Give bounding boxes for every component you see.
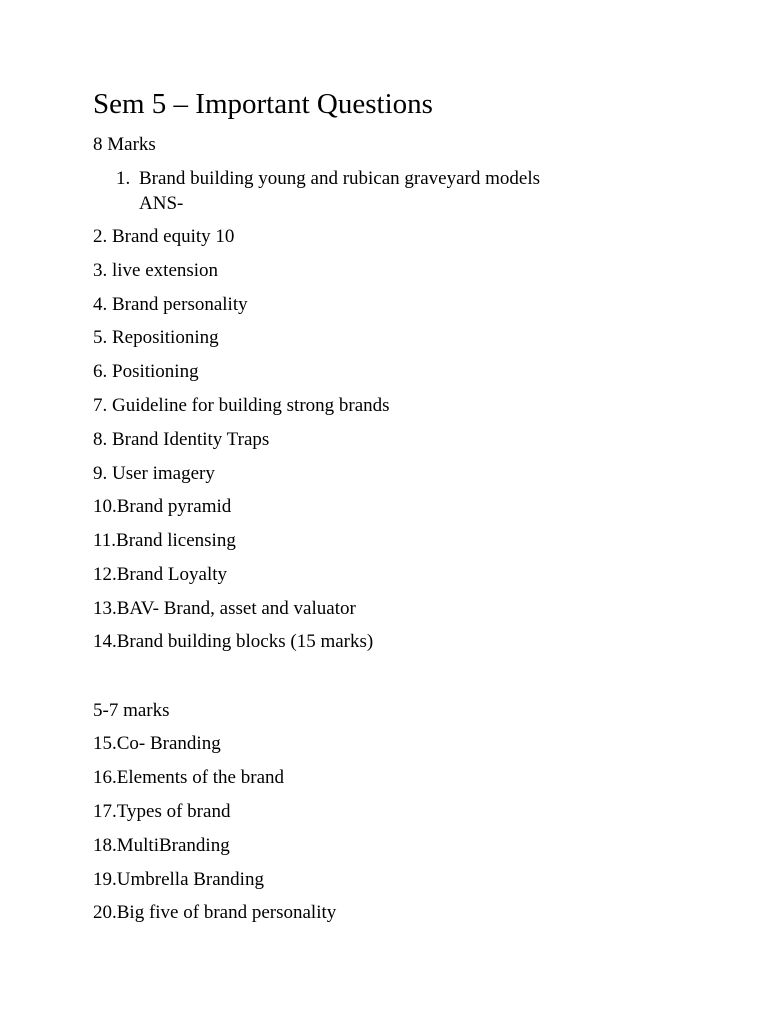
list-item-18: 18.MultiBranding [93,835,230,856]
section-heading-5-7-marks: 5-7 marks [93,700,170,721]
list-item-number: 1. [116,168,131,189]
list-item-13: 13.BAV- Brand, asset and valuator [93,598,356,619]
list-item-15: 15.Co- Branding [93,733,221,754]
list-item-7: 7. Guideline for building strong brands [93,395,390,416]
list-item-19: 19.Umbrella Branding [93,869,264,890]
section-heading-8-marks: 8 Marks [93,134,156,155]
list-item-2: 2. Brand equity 10 [93,226,235,247]
list-item-6: 6. Positioning [93,361,199,382]
list-item-5: 5. Repositioning [93,327,219,348]
list-item-1 [116,167,540,191]
list-item-12: 12.Brand Loyalty [93,564,228,585]
list-item-9: 9. User imagery [93,463,215,484]
list-item-20: 20.Big five of brand personality [93,902,337,923]
list-item-text: Brand building young and rubican graveyard models [139,168,541,189]
answer-label: ANS- [139,193,184,214]
list-item-8: 8. Brand Identity Traps [93,429,270,450]
list-item-16: 16.Elements of the brand [93,767,285,788]
list-item-10: 10.Brand pyramid [93,496,232,517]
page-title: Sem 5 – Important Questions [93,88,433,120]
list-item-11: 11.Brand licensing [93,530,236,551]
list-item-3: 3. live extension [93,260,219,281]
list-item-4: 4. Brand personality [93,294,248,315]
list-item-17: 17.Types of brand [93,801,231,822]
list-item-14: 14.Brand building blocks (15 marks) [93,631,374,652]
